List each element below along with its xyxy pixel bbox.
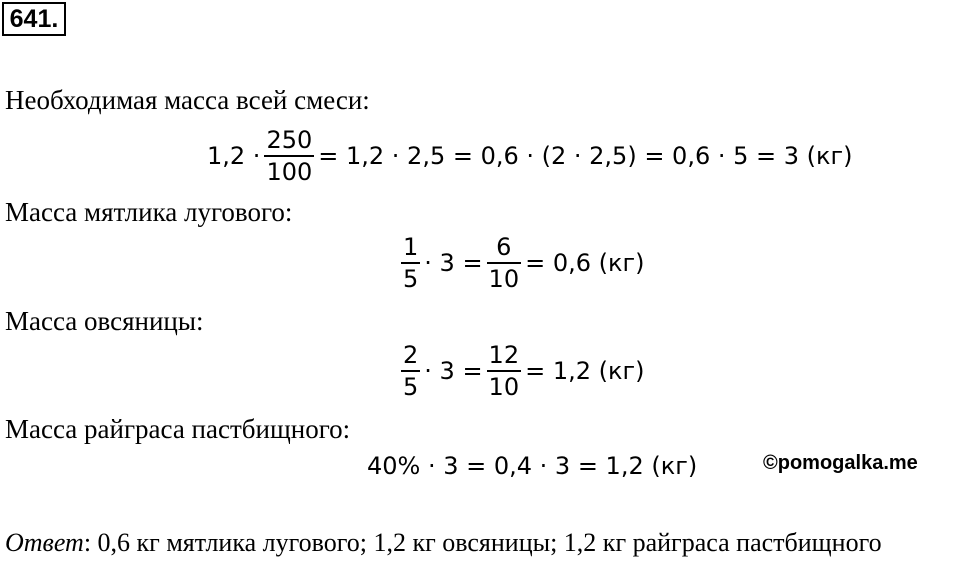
eq2-mid: · 3 = xyxy=(424,249,483,277)
eq1-fraction xyxy=(264,125,314,187)
problem-number: 641. xyxy=(2,2,66,36)
eq1-frac-denominator: 100 xyxy=(264,155,314,187)
eq3-frac2-numerator: 12 xyxy=(488,341,520,369)
eq3-frac2-denominator: 10 xyxy=(487,370,522,402)
eq3-post: = 1,2 (кг) xyxy=(525,357,645,385)
eq1-frac-numerator: 250 xyxy=(266,126,313,154)
eq2-frac1-denominator: 5 xyxy=(401,262,420,294)
equation-bluegrass xyxy=(397,232,644,294)
eq2-frac1-numerator: 1 xyxy=(403,233,419,261)
eq2-post: = 0,6 (кг) xyxy=(525,249,645,277)
answer-text: : 0,6 кг мятлика лугового; 1,2 кг овсяницы; 1,2 кг райграса пастбищного xyxy=(83,528,882,557)
section-heading-fescue: Масса овсяницы: xyxy=(5,306,204,336)
answer-label: Ответ xyxy=(5,528,84,557)
section-heading-ryegrass: Масса райграса пастбищного: xyxy=(5,414,351,444)
eq2-fraction-2 xyxy=(487,232,522,294)
answer-line xyxy=(5,528,882,558)
eq3-fraction-2 xyxy=(487,340,522,402)
eq2-frac2-numerator: 6 xyxy=(496,233,512,261)
section-heading-bluegrass: Масса мятлика лугового: xyxy=(5,197,293,227)
eq3-mid: · 3 = xyxy=(424,357,483,385)
section-heading-total-mass: Необходимая масса всей смеси: xyxy=(5,85,370,115)
eq3-frac1-denominator: 5 xyxy=(401,370,420,402)
eq2-frac2-denominator: 10 xyxy=(487,262,522,294)
watermark: ©pomogalka.me xyxy=(763,452,918,474)
eq2-fraction-1 xyxy=(401,232,420,294)
eq1-pre: 1,2 · xyxy=(207,142,261,170)
equation-total-mass xyxy=(207,125,852,187)
eq4-text: 40% · 3 = 0,4 · 3 = 1,2 (кг) xyxy=(367,452,698,480)
equation-ryegrass xyxy=(367,452,697,480)
eq1-post: = 1,2 · 2,5 = 0,6 · (2 · 2,5) = 0,6 · 5 = 3 (кг) xyxy=(318,142,853,170)
eq3-frac1-numerator: 2 xyxy=(403,341,419,369)
equation-fescue xyxy=(397,340,644,402)
eq3-fraction-1 xyxy=(401,340,420,402)
